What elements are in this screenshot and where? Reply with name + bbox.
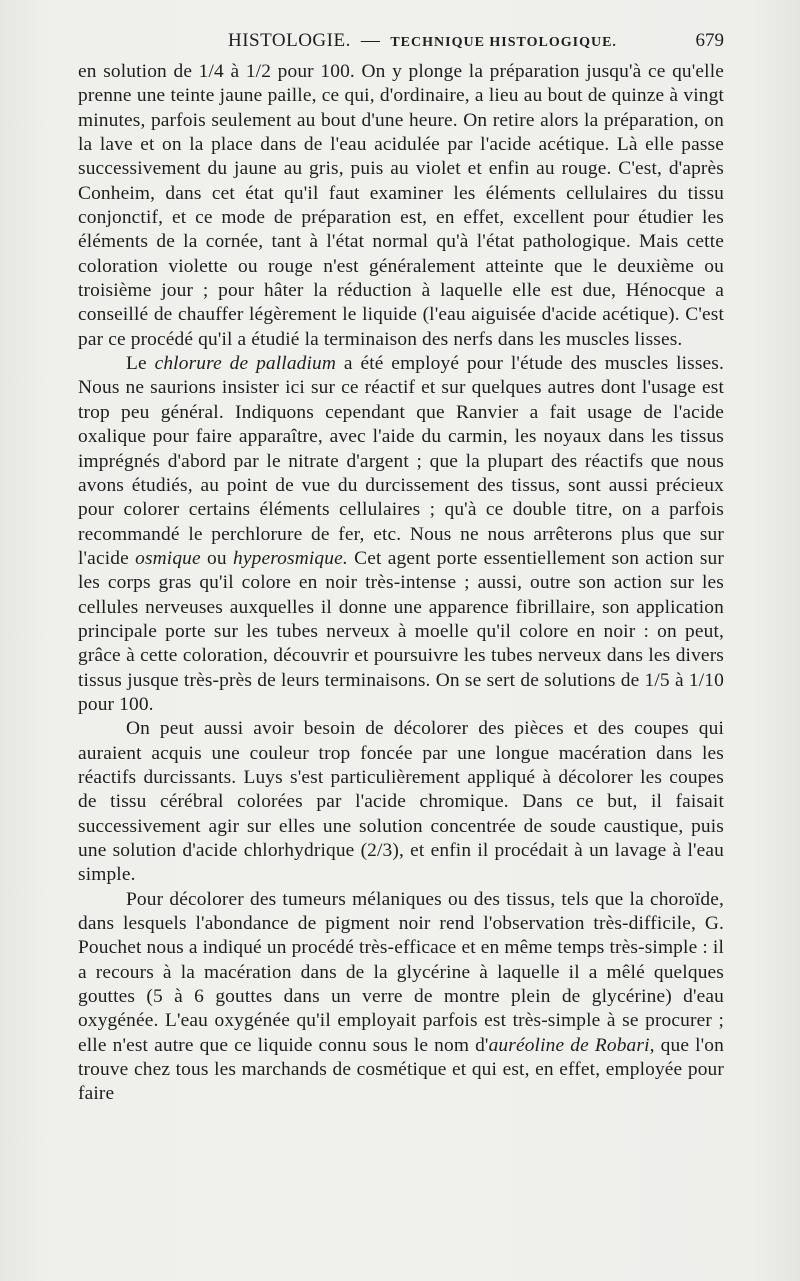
paragraph-1 <box>78 60 724 352</box>
text-run: , que l'on trouve chez tous les marchands de cosmétique et qui est, en effet, employée pour faire <box>78 1034 724 1105</box>
italic-term: chlorure de palladium <box>154 353 337 375</box>
paragraph-3 <box>78 717 724 887</box>
section-title: TECHNIQUE HISTOLOGIQUE. <box>390 35 617 50</box>
italic-term: hyperosmique. <box>233 547 348 569</box>
text-run: Pour décolorer des tumeurs mélaniques ou des tissus, tels que la choroïde, dans lesquels l'abondance de pigment noir rend l'observation très-difficile, G. Pouchet nous a indiqué un procédé très-efficace et en même temps très-simple : il a recours à la macération dans de la glycérine à laquelle il a mêlé quelques gouttes (5 à 6 gouttes dans un verre de montre plein de glycérine) d'eau oxygénée. L'eau oxygénée qu'il employait parfois est très-simple à se procurer ; elle n'est autre que ce liquide connu sous le nom d' <box>78 888 724 1056</box>
text-run: en solution de 1/4 à 1/2 pour 100. On y plonge la préparation jusqu'à ce qu'elle prenne une teinte jaune paille, ce qui, d'ordinaire, a lieu au bout de quinze à vingt minutes, parfois seulement au bout d'une heure. On retire alors la préparation, on la lave et on la place dans de l'eau acidulée par l'acide acétique. Là elle passe successivement du jaune au gris, puis au violet et enfin au rouge. C'est, d'après Conheim, dans cet état qu'il faut examiner les éléments cellulaires du tissu conjonctif, et ce mode de préparation est, en effet, excellent pour étudier les éléments de la cornée, tant à l'état normal qu'à l'état pathologique. Mais cette coloration violette ou rouge n'est généralement atteinte que le deuxième ou troisième jour ; pour hâter la réduction à laquelle elle est due, Hénocque a conseillé de chauffer légèrement le liquide (l'eau aiguisée d'acide acétique). C'est par ce procédé qu'il a étudié la terminaison des nerfs dans les muscles lisses. <box>78 61 724 350</box>
paragraph-2 <box>78 352 724 717</box>
text-run: Cet agent porte essentiellement son action sur les corps gras qu'il colore en noir très-intense ; aussi, outre son action sur les cellules nerveuses auxquelles il donne une apparence fibrillaire, son application principale porte sur les tubes nerveux à moelle qu'il colore en noir : on peut, grâce à cette coloration, découvrir et poursuivre les tubes nerveux dans les divers tissus jusque très-près de leurs terminaisons. On se sert de solutions de 1/5 à 1/10 pour 100. <box>78 547 724 715</box>
text-run: On peut aussi avoir besoin de décolorer des pièces et des coupes qui auraient acquis une couleur trop foncée par une longue macération dans les réactifs durcissants. Luys s'est particulièrement appliqué à décolorer les coupes de tissu cérébral colorées par l'acide chromique. Dans ce but, il faisait successivement agir sur elles une solution concentrée de soude caustique, puis une solution d'acide chlorhydrique (2/3), et enfin il procédait à un lavage à l'eau simple. <box>78 718 724 886</box>
header-separator: — <box>360 30 381 51</box>
page-number: 679 <box>695 30 724 51</box>
body-text <box>78 60 724 1107</box>
running-head <box>228 30 617 52</box>
italic-term: auréoline de Robari <box>488 1034 650 1056</box>
running-title: HISTOLOGIE. <box>228 30 351 51</box>
page-header <box>78 30 724 56</box>
text-run: Le <box>126 353 155 375</box>
text-run: a été employé pour l'étude des muscles lisses. Nous ne saurions insister ici sur ce réactif et sur quelques autres dont l'usage est trop peu général. Indiquons cependant que Ranvier a fait usage de l'acide oxalique pour faire apparaître, avec l'aide du carmin, les noyaux dans les tissus imprégnés d'abord par le nitrate d'argent ; que la plupart des réactifs que nous avons étudiés, au point de vue du durcissement des tissus, sont aussi précieux pour colorer certains éléments cellulaires ; qu'à ce double titre, on a parfois recommandé le perchlorure de fer, etc. Nous ne nous arrêterons plus que sur l'acide <box>78 353 724 569</box>
text-run: ou <box>200 547 233 569</box>
paragraph-4 <box>78 888 724 1107</box>
italic-term: osmique <box>135 547 201 569</box>
